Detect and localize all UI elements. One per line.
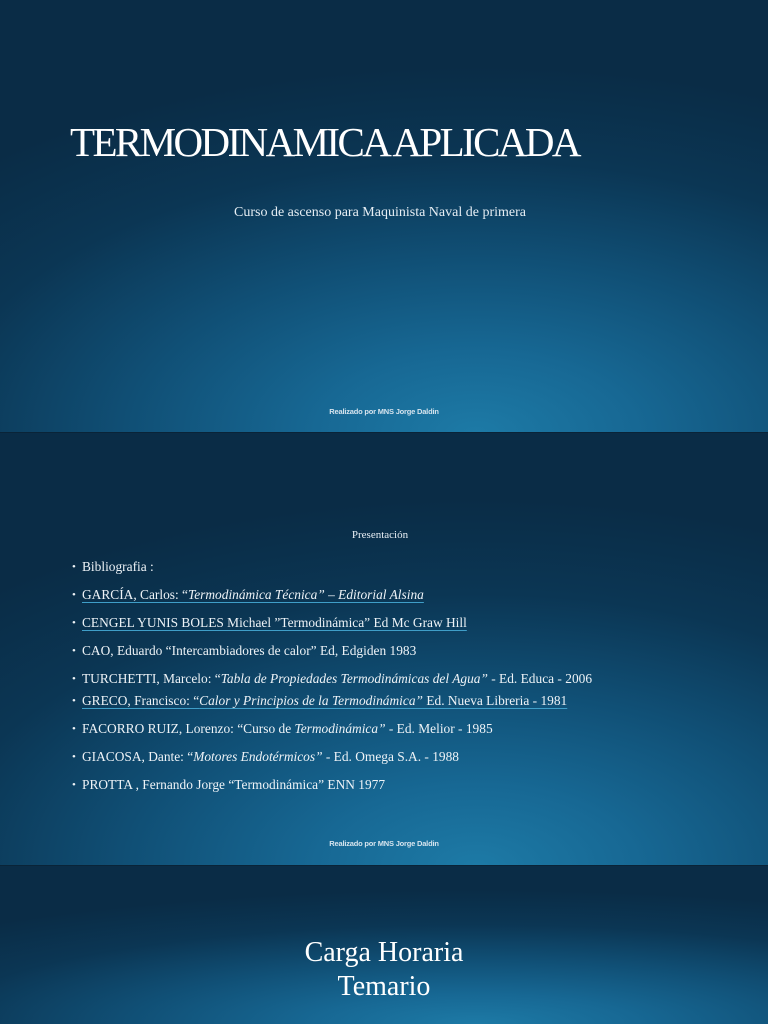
slide-title <box>0 936 768 1004</box>
list-item: • GRECO, Francisco: “Calor y Principios de la Termodinámica” Ed. Nueva Libreria - 1981 <box>72 693 632 709</box>
list-item: • GIACOSA, Dante: “Motores Endotérmicos” - Ed. Omega S.A. - 1988 <box>72 749 632 765</box>
slide-footer: Realizado por MNS Jorge Daldin <box>329 407 439 416</box>
list-item: • TURCHETTI, Marcelo: “Tabla de Propiedades Termodinámicas del Agua” - Ed. Educa - 2006 <box>72 671 632 687</box>
bibliography-list <box>72 559 632 805</box>
title-slide <box>0 0 768 433</box>
list-item: • GARCÍA, Carlos: “Termodinámica Técnica” – Editorial Alsina <box>72 587 632 603</box>
slide-footer: Realizado por MNS Jorge Daldin <box>329 839 439 848</box>
slide-heading: Presentación <box>351 529 409 541</box>
slide-subtitle: Curso de ascenso para Maquinista Naval de primera <box>234 205 526 220</box>
title-line: Temario <box>337 971 431 1002</box>
list-item: • FACORRO RUIZ, Lorenzo: “Curso de Termodinámica” - Ed. Melior - 1985 <box>72 721 632 737</box>
section-slide <box>0 866 768 1024</box>
slide-title: TERMODINAMICA APLICADA <box>70 119 579 165</box>
list-item: • CAO, Eduardo “Intercambiadores de calor” Ed, Edgiden 1983 <box>72 643 632 659</box>
list-item: • Bibliografia : <box>72 559 632 575</box>
bibliography-slide <box>0 433 768 866</box>
title-line: Carga Horaria <box>304 937 464 968</box>
list-item: • PROTTA , Fernando Jorge “Termodinámica” ENN 1977 <box>72 777 632 793</box>
list-item: • CENGEL YUNIS BOLES Michael ”Termodinámica” Ed Mc Graw Hill <box>72 615 632 631</box>
